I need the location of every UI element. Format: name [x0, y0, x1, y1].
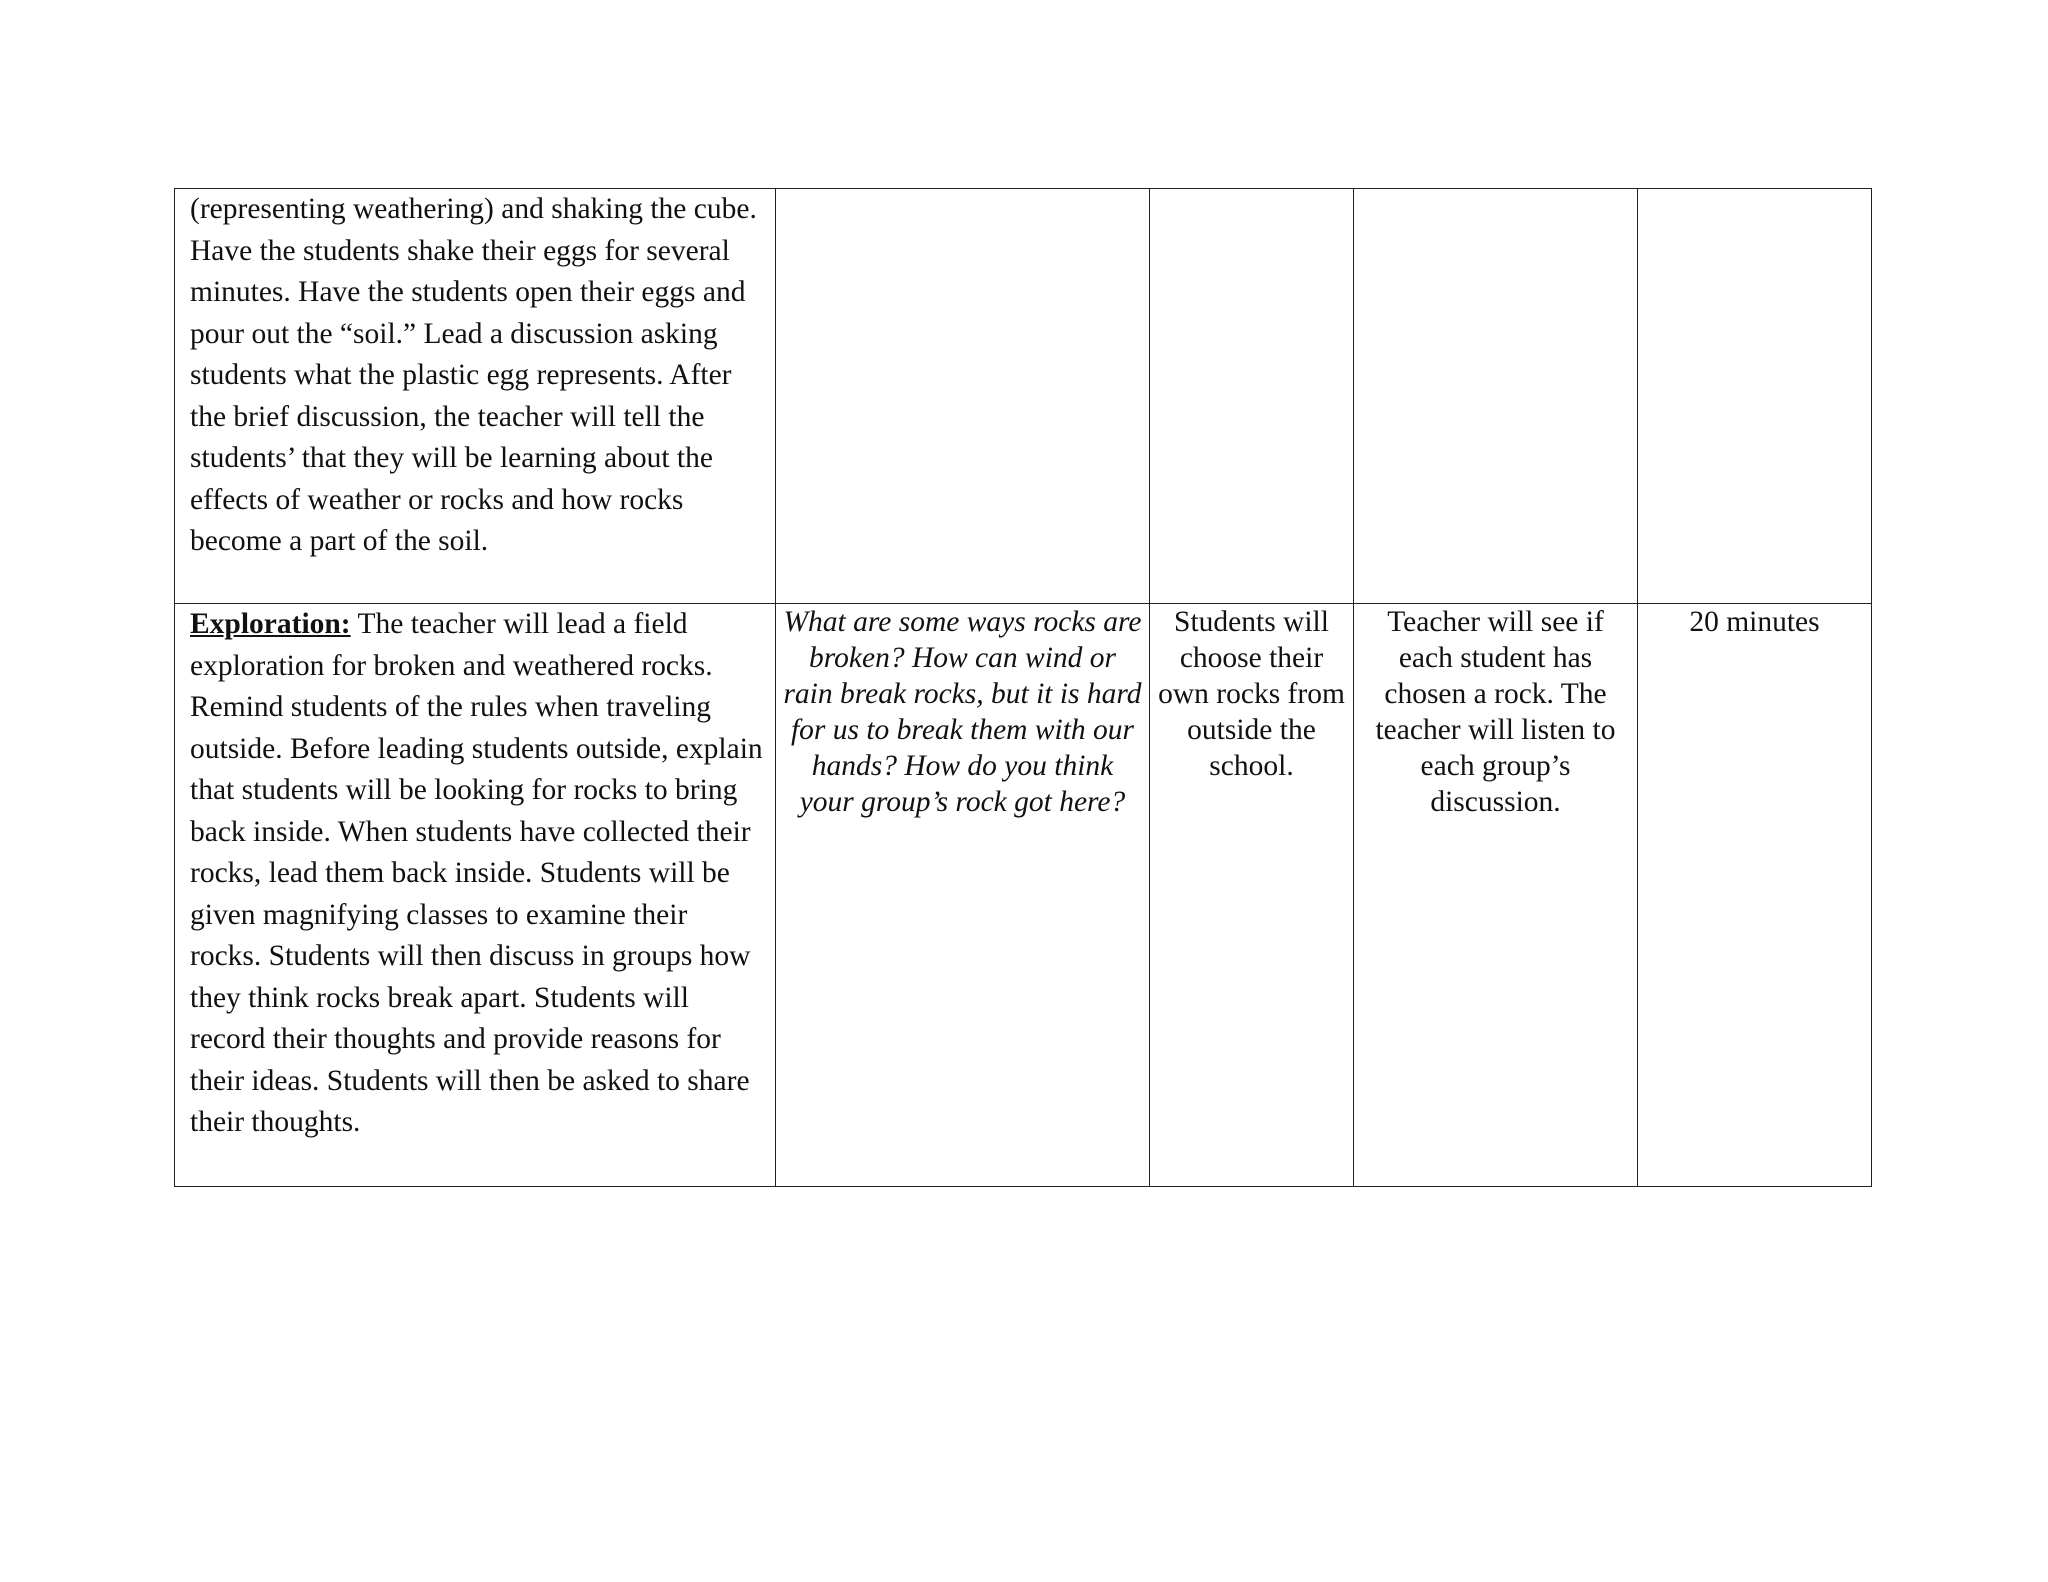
assessment-cell — [1354, 604, 1638, 1187]
questions-text: What are some ways rocks are broken? How can wind or rain break rocks, but it is hard for us to break them with our hands? How do you think your group’s rock got here? — [783, 606, 1142, 818]
table-row-exploration — [175, 604, 1872, 1187]
assessment-cell — [1354, 189, 1638, 604]
table-row-continued — [175, 189, 1872, 604]
time-text: 20 minutes — [1689, 606, 1820, 638]
lesson-plan-table — [174, 188, 1872, 1187]
assessment-text: Teacher will see if each student has chosen a rock. The teacher will listen to each group’s discussion. — [1375, 606, 1616, 818]
phase-label: Exploration: — [190, 608, 351, 640]
student-activity-cell — [1150, 189, 1354, 604]
procedure-text: The teacher will lead a field exploration for broken and weathered rocks. Remind students of the rules when traveling outside. Before leading students outside, explain that students will be looking for rocks to bring back inside. When students have collected their rocks, lead them back inside. Students will be given magnifying classes to examine their rocks. Students will then discuss in groups how they think rocks break apart. Students will record their thoughts and provide reasons for their ideas. Students will then be asked to share their thoughts. — [190, 608, 763, 1138]
questions-cell — [776, 604, 1150, 1187]
time-cell — [1638, 604, 1872, 1187]
student-activity-cell — [1150, 604, 1354, 1187]
procedure-cell — [175, 604, 776, 1187]
time-cell — [1638, 189, 1872, 604]
questions-cell — [776, 189, 1150, 604]
procedure-text: (representing weathering) and shaking the cube. Have the students shake their eggs for several minutes. Have the students open their eggs and pour out the “soil.” Lead a discussion asking students what the plastic egg represents. After the brief discussion, the teacher will tell the students’ that they will be learning about the effects of weather or rocks and how rocks become a part of the soil. — [190, 193, 757, 557]
student-activity-text: Students will choose their own rocks from outside the school. — [1158, 606, 1345, 782]
procedure-cell — [175, 189, 776, 604]
